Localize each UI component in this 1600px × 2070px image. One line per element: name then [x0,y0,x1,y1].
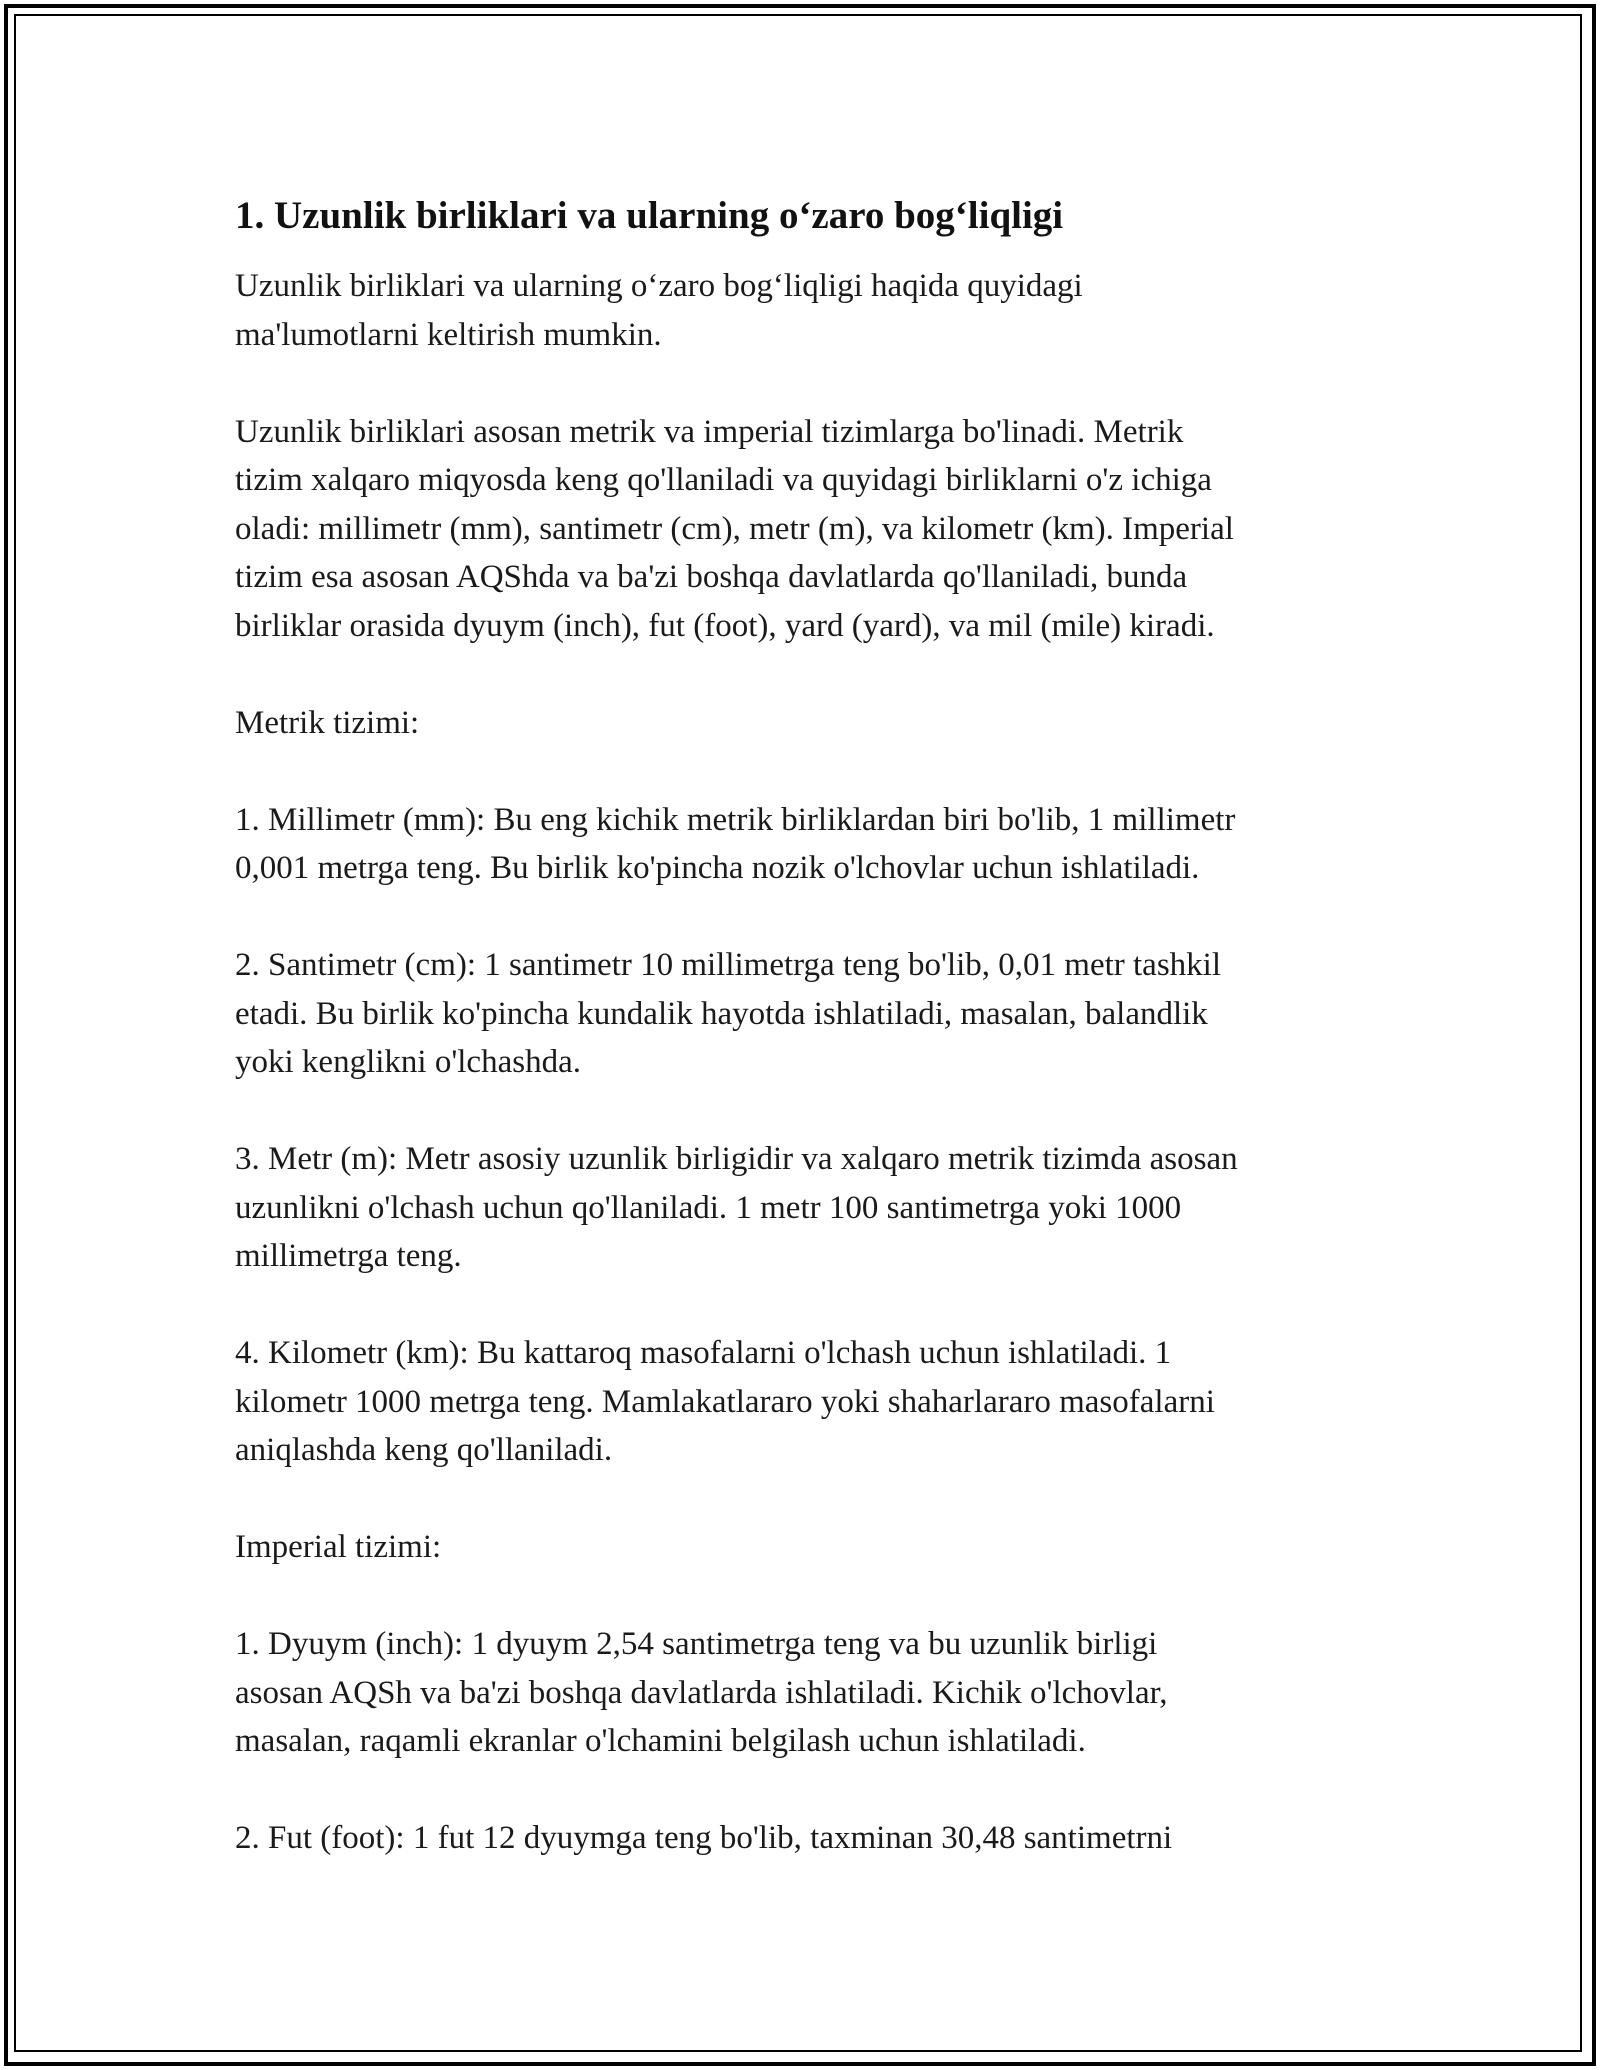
paragraph-intro: Uzunlik birliklari va ularning o‘zaro bog‘liqligi haqida quyidagi ma'lumotlarni keltirish mumkin. [235,268,1083,353]
list-item-fut: 2. Fut (foot): 1 fut 12 dyuymga teng bo'lib, taxminan 30,48 santimetrni [235,1820,1173,1856]
list-item-santimetr: 2. Santimetr (cm): 1 santimetr 10 millimetrga teng bo'lib, 0,01 metr tashkil etadi. Bu birlik ko'pincha kundalik hayotda ishlatiladi, masalan, balandlik yoki kenglikni o'lchashda. [235,947,1222,1080]
section-heading-imperial: Imperial tizimi: [235,1529,442,1565]
list-item-metr: 3. Metr (m): Metr asosiy uzunlik birligidir va xalqaro metrik tizimda asosan uzunlikni o'lchash uchun qo'llaniladi. 1 metr 100 santimetrga yoki 1000 millimetrga teng. [235,1141,1238,1274]
list-item-kilometr: 4. Kilometr (km): Bu kattaroq masofalarni o'lchash uchun ishlatiladi. 1 kilometr 1000 metrga teng. Mamlakatlararo yoki shaharlararo masofalarni aniqlashda keng qo'llaniladi. [235,1335,1215,1468]
document-body [235,180,1365,1911]
document-title: 1. Uzunlik birliklari va ularning o‘zaro bog‘liqligi [235,194,1064,237]
list-item-dyuym: 1. Dyuym (inch): 1 dyuym 2,54 santimetrga teng va bu uzunlik birligi asosan AQSh va ba'zi boshqa davlatlarda ishlatiladi. Kichik o'lchovlar, masalan, raqamli ekranlar o'lchamini belgilash uchun ishlatiladi. [235,1626,1168,1759]
list-item-millimetr: 1. Millimetr (mm): Bu eng kichik metrik birliklardan biri bo'lib, 1 millimetr 0,001 metrga teng. Bu birlik ko'pincha nozik o'lchovlar uchun ishlatiladi. [235,801,1236,886]
paragraph-systems-overview: Uzunlik birliklari asosan metrik va imperial tizimlarga bo'linadi. Metrik tizim xalqaro miqyosda keng qo'llaniladi va quyidagi birliklarni o'z ichiga oladi: millimetr (mm), santimetr (cm), metr (m), va kilometr (km). Imperial tizim esa asosan AQShda va ba'zi boshqa davlatlarda qo'llaniladi, bunda birliklar orasida dyuym (inch), fut (foot), yard (yard), va mil (mile) kiradi. [235,413,1234,644]
section-heading-metric: Metrik tizimi: [235,704,420,741]
